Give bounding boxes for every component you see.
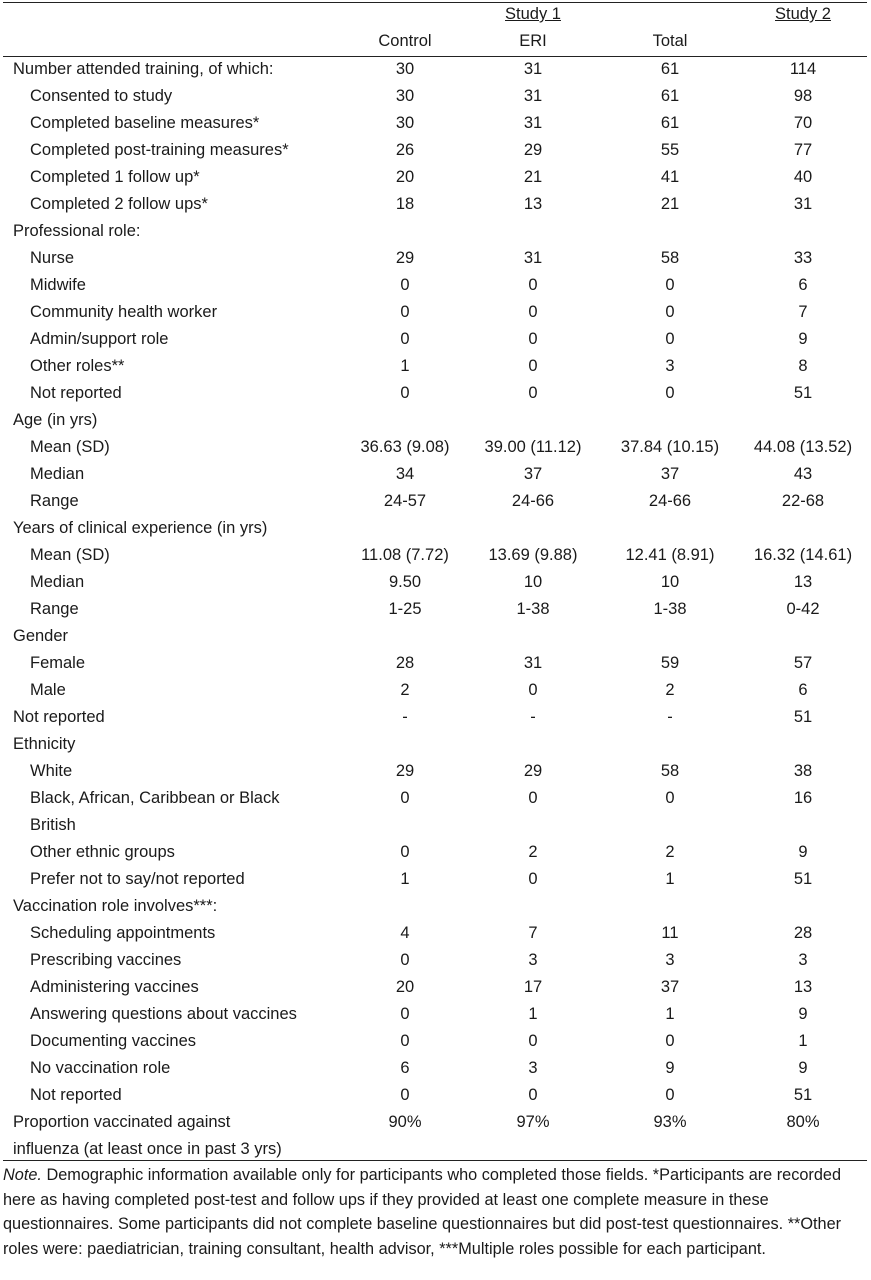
cell-eri: 0 [528,789,538,807]
cell-total: 93% [653,1113,687,1131]
table-row [0,1109,871,1136]
cell-eri: 2 [528,843,538,861]
cell-eri [468,218,598,245]
row-label: Completed baseline measures* [30,114,260,132]
cell-eri: 0 [528,330,538,348]
cell-total: 61 [660,60,680,78]
row-label: Age (in yrs) [13,411,98,429]
cell-study2: 9 [798,1005,808,1023]
cell-total: 3 [665,357,675,375]
cell-study2: 70 [793,114,813,132]
cell-total: 9 [665,1059,675,1077]
row-label: Answering questions about vaccines [30,1005,297,1023]
cell-total: 3 [665,951,675,969]
cell-study2: 13 [793,573,813,591]
table-row [0,272,871,299]
row-label: Male [30,681,66,699]
row-label: Community health worker [30,303,218,321]
row-label: Proportion vaccinated against [13,1113,231,1131]
cell-control: 18 [395,195,415,213]
cell-study2: 40 [793,168,813,186]
row-label: Consented to study [30,87,173,105]
cell-control: 0 [400,951,410,969]
cell-total: 0 [665,303,675,321]
cell-total: 21 [660,195,680,213]
table-row [0,704,871,731]
cell-control: 6 [400,1059,410,1077]
cell-control: 29 [395,762,415,780]
cell-eri: 13 [523,195,543,213]
bottom-rule [3,1160,867,1161]
cell-total: 0 [665,1032,675,1050]
cell-eri [468,515,598,542]
cell-study2: 57 [793,654,813,672]
row-label: Years of clinical experience (in yrs) [13,519,268,537]
cell-control [340,1136,470,1163]
cell-control: 0 [400,1086,410,1104]
cell-eri: 0 [528,276,538,294]
cell-total: - [667,708,673,726]
table-row [0,56,871,83]
cell-total: 0 [665,789,675,807]
row-label: Other roles** [30,357,125,375]
cell-study2 [738,1136,868,1163]
row-label: Professional role: [13,222,141,240]
cell-control [340,515,470,542]
cell-study2: 6 [798,276,808,294]
cell-control: 1-25 [388,600,422,618]
row-label: Gender [13,627,69,645]
table-row [0,542,871,569]
cell-study2: 9 [798,330,808,348]
row-label: Prescribing vaccines [30,951,182,969]
cell-control: 0 [400,1032,410,1050]
cell-study2 [738,407,868,434]
cell-total: 37 [660,465,680,483]
cell-control [340,623,470,650]
table-row [0,1028,871,1055]
table-row [0,461,871,488]
cell-study2: 3 [798,951,808,969]
table-row [0,677,871,704]
cell-eri: 31 [523,654,543,672]
cell-eri: 3 [528,951,538,969]
cell-total: 12.41 (8.91) [625,546,715,564]
cell-total: 61 [660,87,680,105]
cell-eri [468,407,598,434]
cell-eri: 3 [528,1059,538,1077]
cell-total: 11 [661,924,679,942]
row-label: Median [30,465,85,483]
table-row [0,299,871,326]
row-label: Scheduling appointments [30,924,216,942]
cell-eri: 10 [523,573,543,591]
cell-eri: 29 [523,762,543,780]
cell-eri: 13.69 (9.88) [488,546,578,564]
cell-control: - [402,708,408,726]
cell-study2: 9 [798,843,808,861]
cell-total: 10 [660,573,680,591]
cell-control [340,731,470,758]
cell-eri: 1 [528,1005,538,1023]
cell-eri: 31 [523,87,543,105]
cell-control: 20 [395,168,415,186]
table-row [0,83,871,110]
row-label: Not reported [30,1086,122,1104]
note-lead: Note. [3,1166,42,1184]
cell-study2: 1 [798,1032,808,1050]
table-row [0,110,871,137]
table-row [0,623,871,650]
row-label: Prefer not to say/not reported [30,870,245,888]
note-text: Demographic information available only for participants who completed those fields. *Participants are recorded here as having completed post-test and follow ups if they provided at least one complete measure in these questionnaires. Some participants did not complete baseline questionnaires but did post-test questionnaires. **Other roles were: paediatrician, training consultant, health advisor, ***Multiple roles possible for each participant. [3,1166,842,1258]
cell-study2 [738,623,868,650]
cell-eri [468,731,598,758]
table-row [0,434,871,461]
cell-control: 1 [400,357,410,375]
row-label: Black, African, Caribbean or Black [30,789,280,807]
cell-total [605,623,735,650]
table-row [0,137,871,164]
cell-eri: 37 [523,465,543,483]
cell-eri: 29 [523,141,543,159]
row-label: Median [30,573,85,591]
cell-control: 0 [400,789,410,807]
cell-control: 0 [400,1005,410,1023]
cell-total: 2 [665,843,675,861]
cell-study2 [738,515,868,542]
row-label: British [30,816,76,834]
table-row [0,650,871,677]
cell-total: 1 [665,870,675,888]
table-row [0,353,871,380]
table-row [0,407,871,434]
cell-eri [468,623,598,650]
table-row [0,569,871,596]
cell-total [605,407,735,434]
column-heading-total: Total [652,32,688,50]
cell-control: 0 [400,330,410,348]
cell-control: 20 [395,978,415,996]
cell-study2: 16.32 (14.61) [753,546,853,564]
cell-study2: 51 [793,708,813,726]
cell-control: 30 [395,60,415,78]
table-row [0,866,871,893]
cell-control: 0 [400,276,410,294]
column-heading-control: Control [378,32,432,50]
row-label: Range [30,492,79,510]
cell-study2 [738,731,868,758]
cell-control: 2 [400,681,410,699]
cell-study2 [738,218,868,245]
cell-eri: 0 [528,1032,538,1050]
row-label: Vaccination role involves***: [13,897,218,915]
cell-control: 24-57 [383,492,427,510]
cell-total: 61 [660,114,680,132]
cell-study2: 98 [793,87,813,105]
study1-heading: Study 1 [505,5,561,23]
cell-eri: 0 [528,357,538,375]
row-label: Admin/support role [30,330,169,348]
cell-total [605,515,735,542]
cell-total [605,812,735,839]
cell-control: 9.50 [388,573,422,591]
cell-control: 26 [395,141,415,159]
table-row [0,1082,871,1109]
cell-eri: 31 [523,60,543,78]
cell-eri: 17 [523,978,543,996]
row-label: Ethnicity [13,735,76,753]
cell-control: 30 [395,114,415,132]
cell-control: 36.63 (9.08) [360,438,450,456]
row-label: Administering vaccines [30,978,199,996]
cell-total: 37.84 (10.15) [620,438,720,456]
header-column-row [0,28,871,55]
cell-control: 29 [395,249,415,267]
cell-control: 30 [395,87,415,105]
cell-study2: 7 [798,303,808,321]
cell-eri: 0 [528,681,538,699]
cell-study2: 0-42 [786,600,820,618]
table-row [0,812,871,839]
cell-control [340,893,470,920]
table-row [0,488,871,515]
cell-control: 28 [395,654,415,672]
table-row [0,785,871,812]
cell-control: 11.08 (7.72) [361,546,449,564]
table-row [0,893,871,920]
cell-control: 0 [400,303,410,321]
cell-study2: 51 [793,1086,813,1104]
cell-study2: 13 [793,978,813,996]
cell-total: 59 [660,654,680,672]
cell-total: 55 [660,141,680,159]
table-row [0,947,871,974]
cell-total [605,1136,735,1163]
cell-total: 1 [665,1005,675,1023]
cell-total: 2 [665,681,675,699]
row-label: Completed 1 follow up* [30,168,200,186]
row-label: Documenting vaccines [30,1032,196,1050]
cell-study2: 6 [798,681,808,699]
column-heading-eri: ERI [519,32,547,50]
cell-eri: 39.00 (11.12) [484,438,582,456]
cell-study2: 38 [793,762,813,780]
cell-study2: 16 [793,789,813,807]
cell-eri: 31 [523,114,543,132]
cell-study2: 51 [793,384,813,402]
table-row [0,1136,871,1163]
cell-total: 37 [660,978,680,996]
cell-study2: 80% [786,1113,820,1131]
cell-eri [468,1136,598,1163]
cell-total: 0 [665,384,675,402]
cell-control: 0 [400,384,410,402]
row-label: White [30,762,73,780]
cell-control: 4 [400,924,410,942]
row-label: influenza (at least once in past 3 yrs) [13,1140,282,1158]
cell-control: 90% [388,1113,422,1131]
row-label: Not reported [13,708,105,726]
cell-study2: 114 [789,60,817,78]
table-row [0,839,871,866]
cell-control: 1 [400,870,410,888]
cell-eri: 1-38 [516,600,550,618]
table-row [0,245,871,272]
cell-eri: 21 [523,168,543,186]
cell-total [605,731,735,758]
cell-study2 [738,812,868,839]
cell-study2: 8 [798,357,808,375]
cell-total: 24-66 [648,492,692,510]
cell-total: 58 [660,762,680,780]
table-row [0,758,871,785]
cell-control: 0 [400,843,410,861]
cell-study2: 51 [793,870,813,888]
row-label: Range [30,600,79,618]
cell-study2: 77 [793,141,813,159]
table-row [0,326,871,353]
cell-study2: 28 [793,924,813,942]
cell-eri: - [530,708,536,726]
cell-study2: 33 [793,249,813,267]
cell-total: 1-38 [653,600,687,618]
cell-study2: 31 [793,195,813,213]
cell-eri: 97% [516,1113,550,1131]
cell-eri: 0 [528,870,538,888]
row-label: Completed post-training measures* [30,141,289,159]
cell-eri: 0 [528,1086,538,1104]
cell-study2: 44.08 (13.52) [753,438,853,456]
row-label: No vaccination role [30,1059,171,1077]
cell-study2: 9 [798,1059,808,1077]
cell-study2: 22-68 [781,492,825,510]
table-note [3,1163,865,1261]
table-row [0,191,871,218]
row-label: Not reported [30,384,122,402]
cell-eri [468,893,598,920]
cell-control [340,218,470,245]
table-row [0,974,871,1001]
row-label: Nurse [30,249,75,267]
table-row [0,920,871,947]
cell-study2: 43 [793,465,813,483]
cell-control: 34 [395,465,415,483]
cell-control [340,812,470,839]
cell-control [340,407,470,434]
table-row [0,1001,871,1028]
row-label: Mean (SD) [30,546,110,564]
row-label: Mean (SD) [30,438,110,456]
cell-eri: 0 [528,303,538,321]
row-label: Number attended training, of which: [13,60,274,78]
table-row [0,731,871,758]
cell-eri: 24-66 [511,492,555,510]
cell-total [605,218,735,245]
study2-heading: Study 2 [775,5,831,23]
cell-total: 41 [660,168,680,186]
cell-total [605,893,735,920]
row-label: Midwife [30,276,86,294]
table-row [0,596,871,623]
cell-eri: 7 [528,924,538,942]
header-study-row [0,1,871,28]
cell-eri [468,812,598,839]
table-row [0,218,871,245]
cell-total: 0 [665,1086,675,1104]
cell-eri: 31 [523,249,543,267]
cell-eri: 0 [528,384,538,402]
table-row [0,164,871,191]
cell-total: 0 [665,330,675,348]
cell-total: 58 [660,249,680,267]
row-label: Other ethnic groups [30,843,175,861]
row-label: Female [30,654,86,672]
table-row [0,515,871,542]
cell-study2 [738,893,868,920]
table-row [0,380,871,407]
table-row [0,1055,871,1082]
row-label: Completed 2 follow ups* [30,195,208,213]
cell-total: 0 [665,276,675,294]
